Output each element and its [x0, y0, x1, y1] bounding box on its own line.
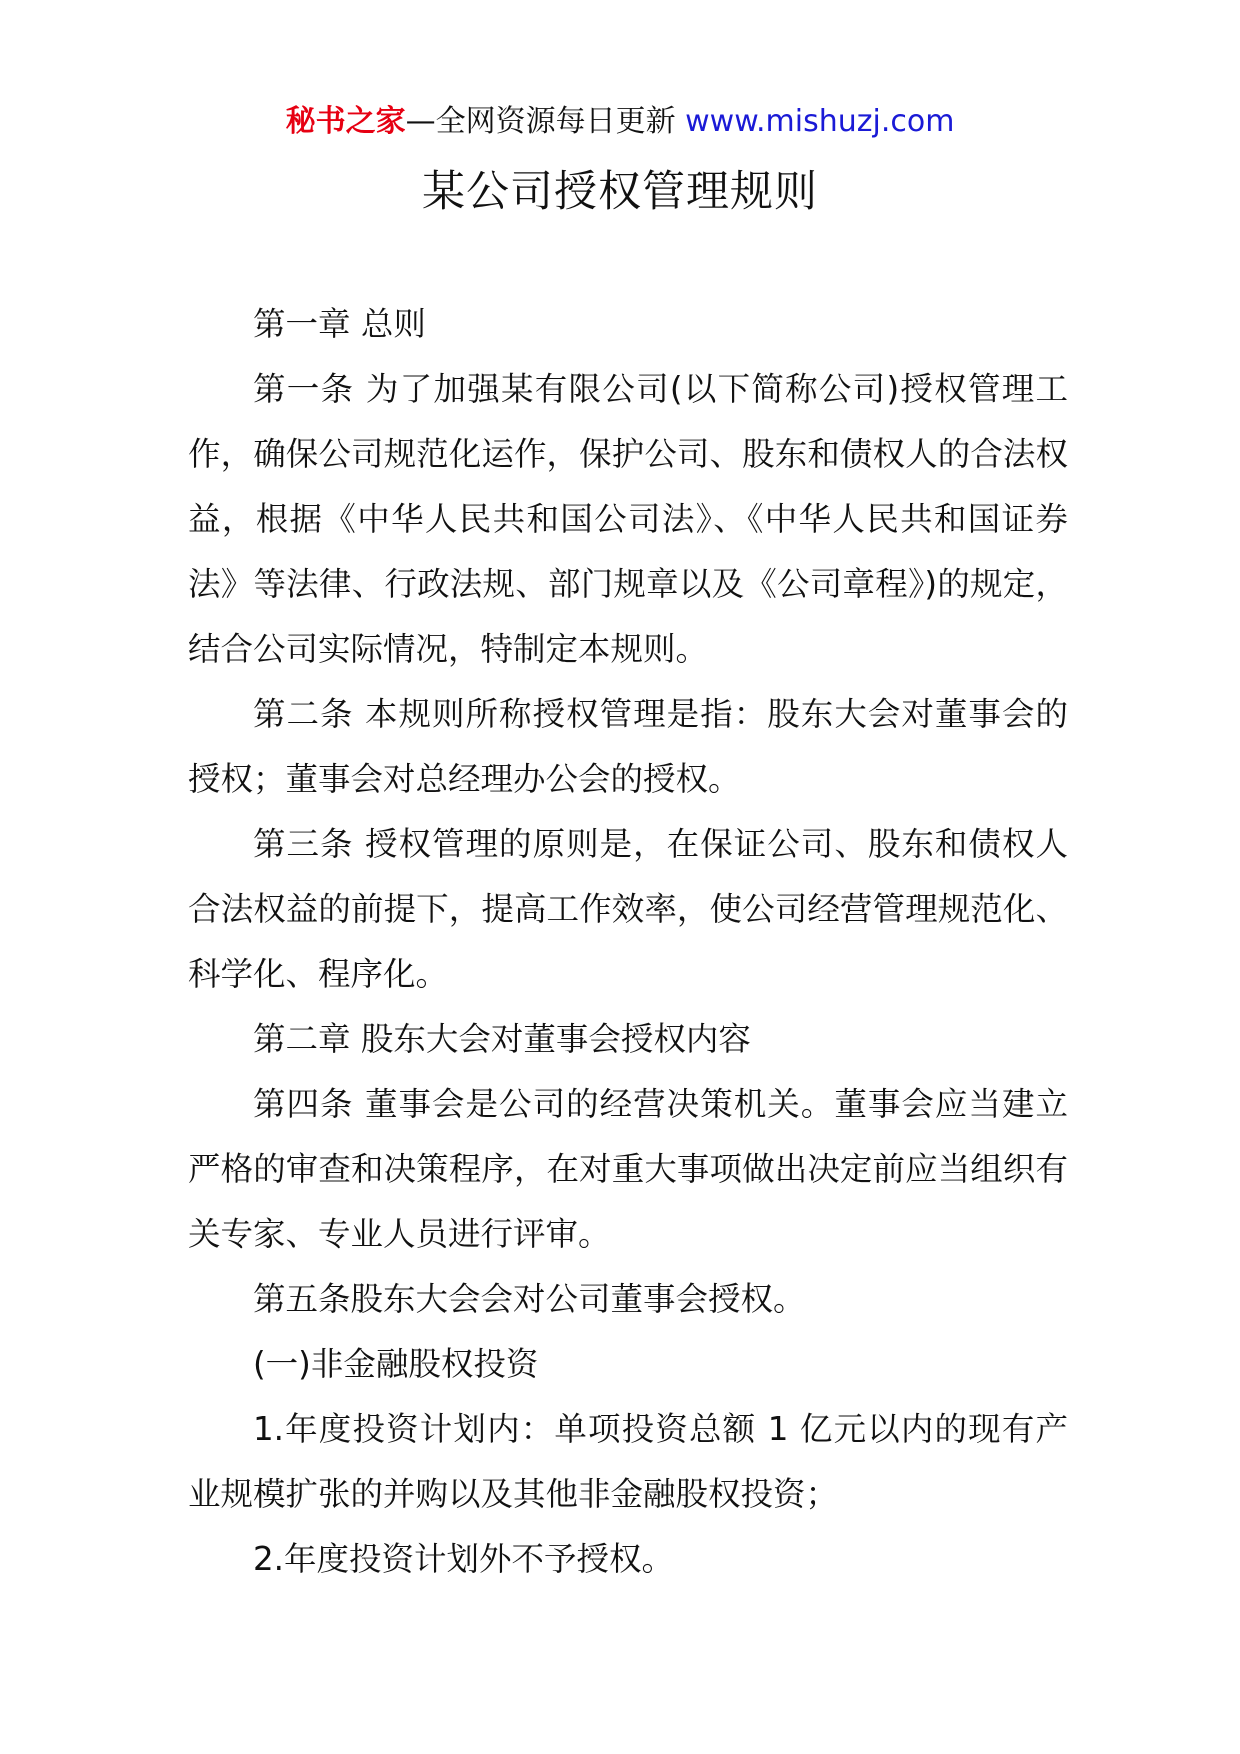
list-item: 2.年度投资计划外不予授权。: [253, 1540, 675, 1578]
document-body: [188, 292, 1068, 1592]
article-paragraph: 第五条股东大会会对公司董事会授权。: [253, 1280, 806, 1318]
site-slogan: —全网资源每日更新: [405, 104, 686, 139]
article-paragraph: 第一条 为了加强某有限公司(以下简称公司)授权管理工作，确保公司规范化运作，保护公司、股东和债权人的合法权益，根据《中华人民共和国公司法》、《中华人民共和国证券法》等法律、行政法规、部门规章以及《公司章程》)的规定，结合公司实际情况，特制定本规则。: [188, 370, 1068, 668]
chapter-heading: 第一章 总则: [253, 305, 426, 343]
section-heading: (一)非金融股权投资: [253, 1345, 539, 1383]
site-url-link[interactable]: www.mishuzj.com: [685, 104, 955, 139]
article-paragraph: 第三条 授权管理的原则是，在保证公司、股东和债权人合法权益的前提下，提高工作效率，使公司经营管理规范化、科学化、程序化。: [188, 825, 1068, 993]
article-paragraph: 第四条 董事会是公司的经营决策机关。董事会应当建立严格的审查和决策程序，在对重大事项做出决定前应当组织有关专家、专业人员进行评审。: [188, 1085, 1068, 1253]
chapter-heading: 第二章 股东大会对董事会授权内容: [253, 1020, 751, 1058]
article-paragraph: 第二条 本规则所称授权管理是指：股东大会对董事会的授权；董事会对总经理办公会的授权。: [188, 695, 1068, 798]
site-brand: 秘书之家: [285, 104, 406, 139]
document-title: 某公司授权管理规则: [422, 167, 818, 217]
site-header: [0, 100, 1240, 144]
list-item: 1.年度投资计划内：单项投资总额 1 亿元以内的现有产业规模扩张的并购以及其他非金融股权投资；: [188, 1410, 1068, 1513]
